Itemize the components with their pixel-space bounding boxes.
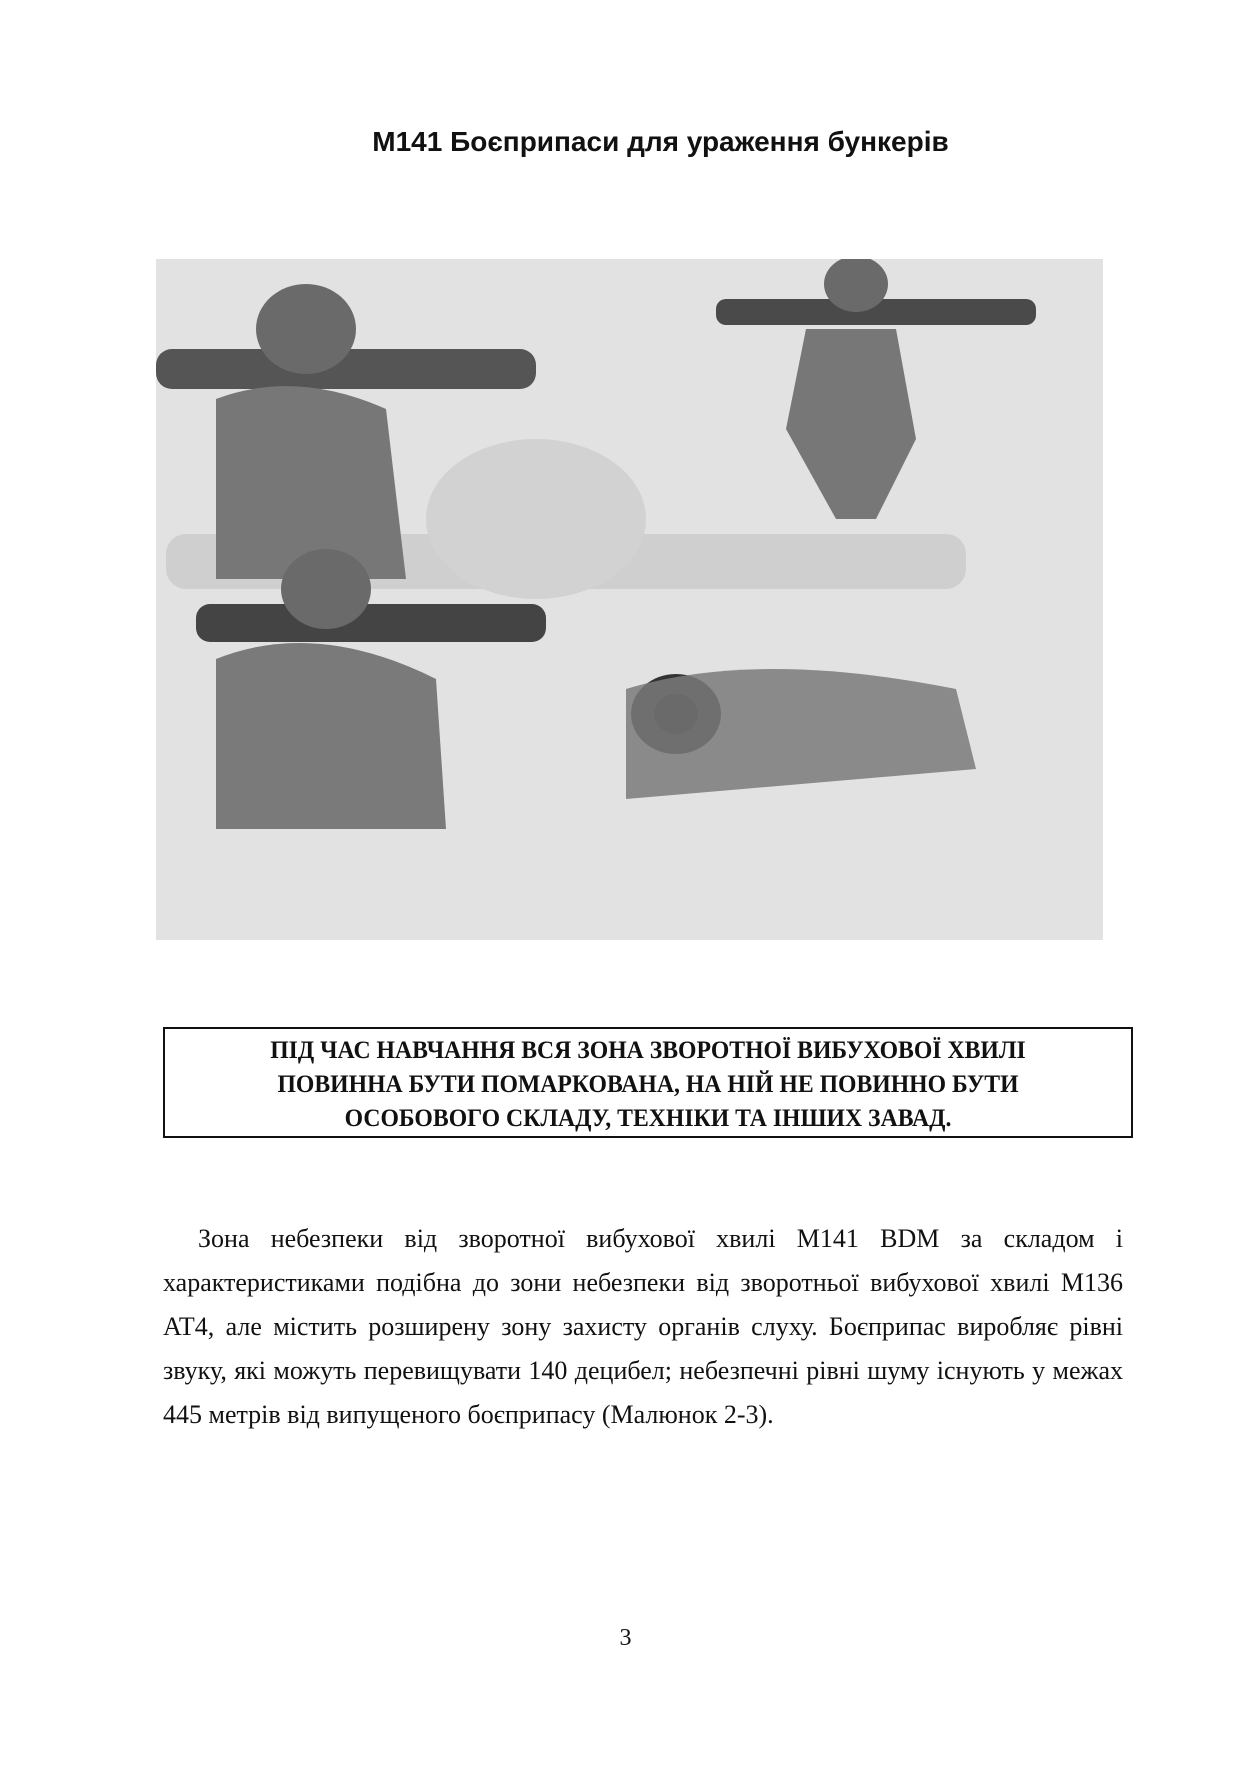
warning-line: ПІД ЧАС НАВЧАННЯ ВСЯ ЗОНА ЗВОРОТНОЇ ВИБУХОВОЇ ХВИЛІ (270, 1035, 1026, 1064)
page-title: М141 Боєприпаси для ураження бункерів (372, 126, 949, 157)
figure-photo (156, 259, 1103, 940)
warning-line: ОСОБОВОГО СКЛАДУ, ТЕХНІКИ ТА ІНШИХ ЗАВАД. (344, 1103, 952, 1132)
body-paragraph: Зона небезпеки від зворотної вибухової хвилі М141 BDM за складом і характеристиками подібна до зони небезпеки від зворотньої вибухової хвилі М136 AT4, але містить розширену зону захисту органів слуху. Боєприпас виробляє рівні звуку, які можуть перевищувати 140 децибел; небезпечні рівні шуму існують у межах 445 метрів від випущеного боєприпасу (Малюнок 2-3). (163, 1224, 1123, 1429)
warning-line: ПОВИННА БУТИ ПОМАРКОВАНА, НА НІЙ НЕ ПОВИННО БУТИ (277, 1069, 1019, 1098)
page-number: 3 (619, 1625, 632, 1651)
warning-box (163, 1027, 1133, 1138)
soldiers-launchers-image (156, 259, 1103, 940)
